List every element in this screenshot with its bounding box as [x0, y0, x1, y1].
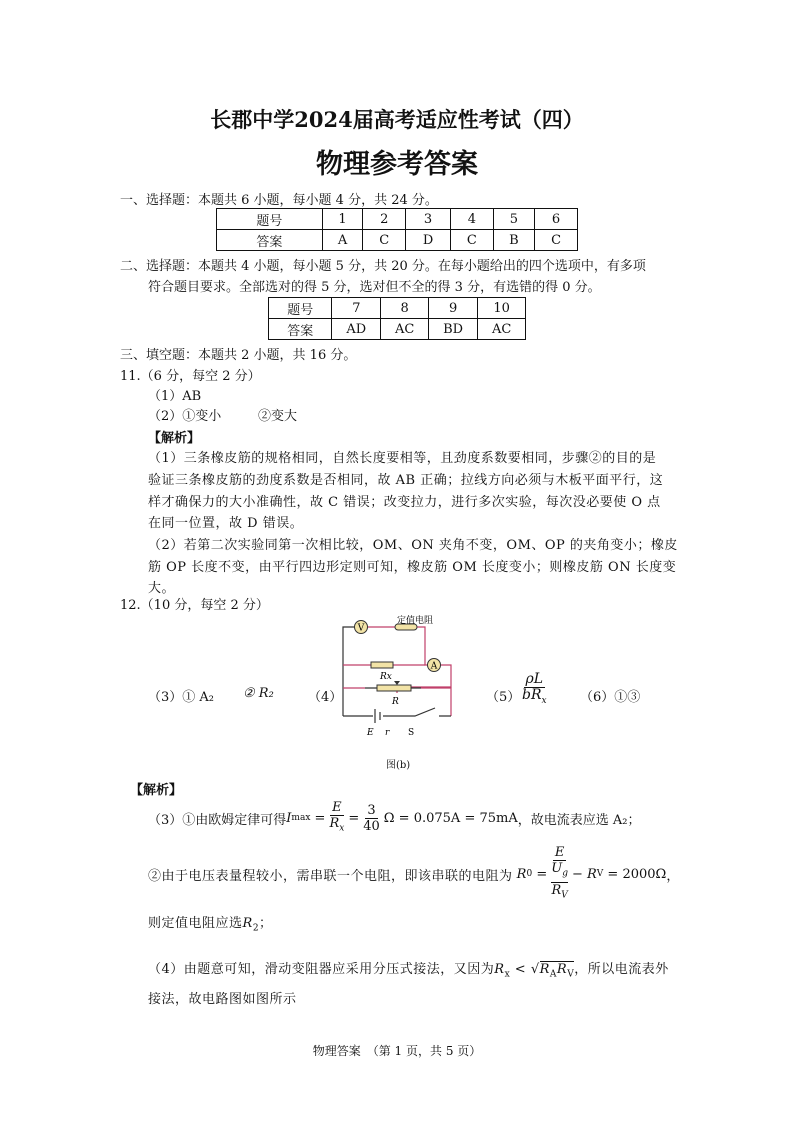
q11-text: 验证三条橡皮筋的劲度系数是否相同，故 AB 正确；拉线方向必须与木板平面平行，这 [148, 473, 664, 488]
table-row [269, 298, 526, 319]
text: （3）①由欧姆定律可得 [148, 812, 287, 828]
q11-answer-1: （1）AB [148, 389, 202, 404]
switch-label: S [408, 728, 415, 738]
numerator: E [332, 800, 342, 815]
text: Ω = 0.075A = 75mA [383, 810, 518, 826]
q11-text: 样才确保力的大小准确性，故 C 错误；改变拉力，进行多次实验，每次没必要使 O 点 [148, 495, 661, 510]
q12-analysis-label: 【解析】 [130, 783, 183, 798]
subscript: x [541, 695, 547, 706]
cell: C [363, 230, 406, 251]
q12-analysis-line-4 [148, 958, 669, 980]
text: ； [259, 916, 273, 931]
text: ，所以电流表外 [574, 962, 669, 977]
cell: 7 [332, 298, 381, 319]
subscript: x [504, 969, 511, 980]
q12-answer-5-label: （5） [486, 690, 521, 705]
section2-heading-cont: 符合题目要求。全部选对的得 5 分，选对但不全的得 3 分，有选错的得 0 分。 [148, 280, 601, 295]
cell: C [535, 230, 578, 251]
subscript: 2 [252, 923, 260, 934]
q11-text: （1）三条橡皮筋的规格相同，自然长度要相等，且劲度系数要相同，步骤②的目的是 [148, 451, 657, 466]
q11-text: 大。 [148, 581, 176, 596]
denominator: R [329, 816, 340, 831]
q11-answer-2b: ②变大 [258, 409, 298, 424]
text: ， [666, 868, 680, 884]
q12-analysis-line-3 [148, 912, 273, 934]
slider-label: R [392, 697, 399, 707]
cell: C [450, 230, 493, 251]
cell: A [322, 230, 363, 251]
cell: BD [428, 319, 477, 340]
cell: 6 [535, 209, 578, 230]
symbol: R [556, 962, 568, 977]
subscript: V [596, 869, 604, 880]
exam-title: 长郡中学2024届高考适应性考试（四） [210, 107, 584, 132]
q12-answer-6: （6）①③ [580, 690, 641, 705]
cell: D [406, 230, 451, 251]
numerator: 3 [367, 802, 376, 818]
q11-text: （2）若第二次实验同第一次相比较，OM、ON 夹角不变，OM、OP 的夹角变小；橡皮 [148, 538, 678, 553]
symbol: R [516, 866, 527, 882]
q12-answer-4: （4） [308, 690, 343, 705]
circuit-diagram [335, 615, 465, 740]
text: < √ [510, 962, 540, 977]
cell: AC [478, 319, 526, 340]
internal-resistance-label: r [385, 728, 390, 738]
numerator: ρL [525, 671, 544, 687]
q12-answer-3b: ② R₂ [243, 686, 274, 701]
ammeter-label: A [430, 661, 438, 672]
numerator: E [554, 845, 565, 860]
symbol: R [242, 916, 253, 931]
q11-text: 筋 OP 长度不变，由平行四边形定则可知，橡皮筋 OM 长度变小；则橡皮筋 ON 长度变 [148, 560, 677, 575]
text: = 2000Ω [607, 866, 667, 882]
section3-heading: 三、填空题：本题共 2 小题，共 16 分。 [120, 348, 357, 363]
page-title: 物理参考答案 [316, 149, 478, 180]
subscript: g [562, 868, 568, 879]
section2-heading: 二、选择题：本题共 4 小题，每小题 5 分，共 20 分。在每小题给出的四个选项中，有多项 [120, 259, 646, 274]
cell: AD [332, 319, 381, 340]
answer-table-1 [216, 208, 578, 251]
q12-answer-5-formula [518, 672, 551, 709]
rx-label: Rx [380, 672, 392, 682]
q11-answer-2a: （2）①变小 [148, 409, 222, 424]
symbol: − R [571, 866, 597, 882]
voltmeter-label: V [357, 623, 365, 634]
subscript: max [291, 813, 311, 824]
symbol: R [539, 962, 550, 977]
denominator: bR [522, 687, 542, 703]
cell: 8 [381, 298, 429, 319]
cell: 答案 [269, 319, 332, 340]
cell: 4 [450, 209, 493, 230]
cell: 1 [322, 209, 363, 230]
subscript: x [339, 823, 345, 834]
q12-analysis-line-1: （3）①由欧姆定律可得 I max = $\frac{E}{R_x}$ = $\frac{3}{40}$ Ω = 0.075A = 75mA ，故电流表应选 A₂； [148, 800, 641, 834]
cell: 10 [478, 298, 526, 319]
subscript: V [561, 890, 568, 901]
figure-caption: 图(b) [386, 760, 411, 771]
subscript: V [567, 969, 575, 980]
q12-answer-3: （3）① A₂ [148, 690, 215, 705]
page-footer: 物理答案 （第 1 页，共 5 页） [312, 1044, 482, 1058]
cell: 题号 [269, 298, 332, 319]
emf-label: E [367, 728, 374, 738]
q12-heading: 12.（10 分，每空 2 分） [120, 598, 269, 613]
q11-analysis-label: 【解析】 [148, 431, 201, 446]
subscript: A [549, 969, 557, 980]
text: 则定值电阻应选 [148, 916, 243, 931]
text: （4）由题意可知，滑动变阻器应采用分压式接法，又因为 [148, 962, 495, 977]
symbol: I [286, 810, 292, 826]
q11-heading: 11.（6 分，每空 2 分） [120, 369, 261, 384]
symbol: R [494, 962, 505, 977]
cell: 2 [363, 209, 406, 230]
cell: 题号 [217, 209, 323, 230]
cell: AC [381, 319, 429, 340]
fixed-resistor-label: 定值电阻 [396, 616, 434, 626]
cell: 3 [406, 209, 451, 230]
section1-heading: 一、选择题：本题共 6 小题，每小题 4 分，共 24 分。 [120, 193, 438, 208]
cell: B [493, 230, 534, 251]
symbol: R [551, 882, 562, 898]
cell: 5 [493, 209, 534, 230]
cell: 答案 [217, 230, 323, 251]
q12-analysis-line-2: ②由于电压表量程较小，需串联一个电阻，即该串联的电阻为 R 0 = E $U_g$ $R_V$ − R V = 2000Ω ， [148, 845, 680, 901]
table-row [217, 209, 578, 230]
table-row [269, 319, 526, 340]
denominator: 40 [363, 818, 380, 834]
text: ②由于电压表量程较小，需串联一个电阻，即该串联的电阻为 [148, 868, 513, 884]
subscript: 0 [526, 869, 533, 880]
text: ，故电流表应选 A₂； [517, 812, 641, 828]
q11-text: 在同一位置，故 D 错误。 [148, 516, 304, 531]
answer-table-2 [268, 297, 526, 340]
symbol: U [551, 861, 563, 876]
q12-analysis-line-5: 接法，故电路图如图所示 [148, 992, 297, 1007]
table-row [217, 230, 578, 251]
cell: 9 [428, 298, 477, 319]
